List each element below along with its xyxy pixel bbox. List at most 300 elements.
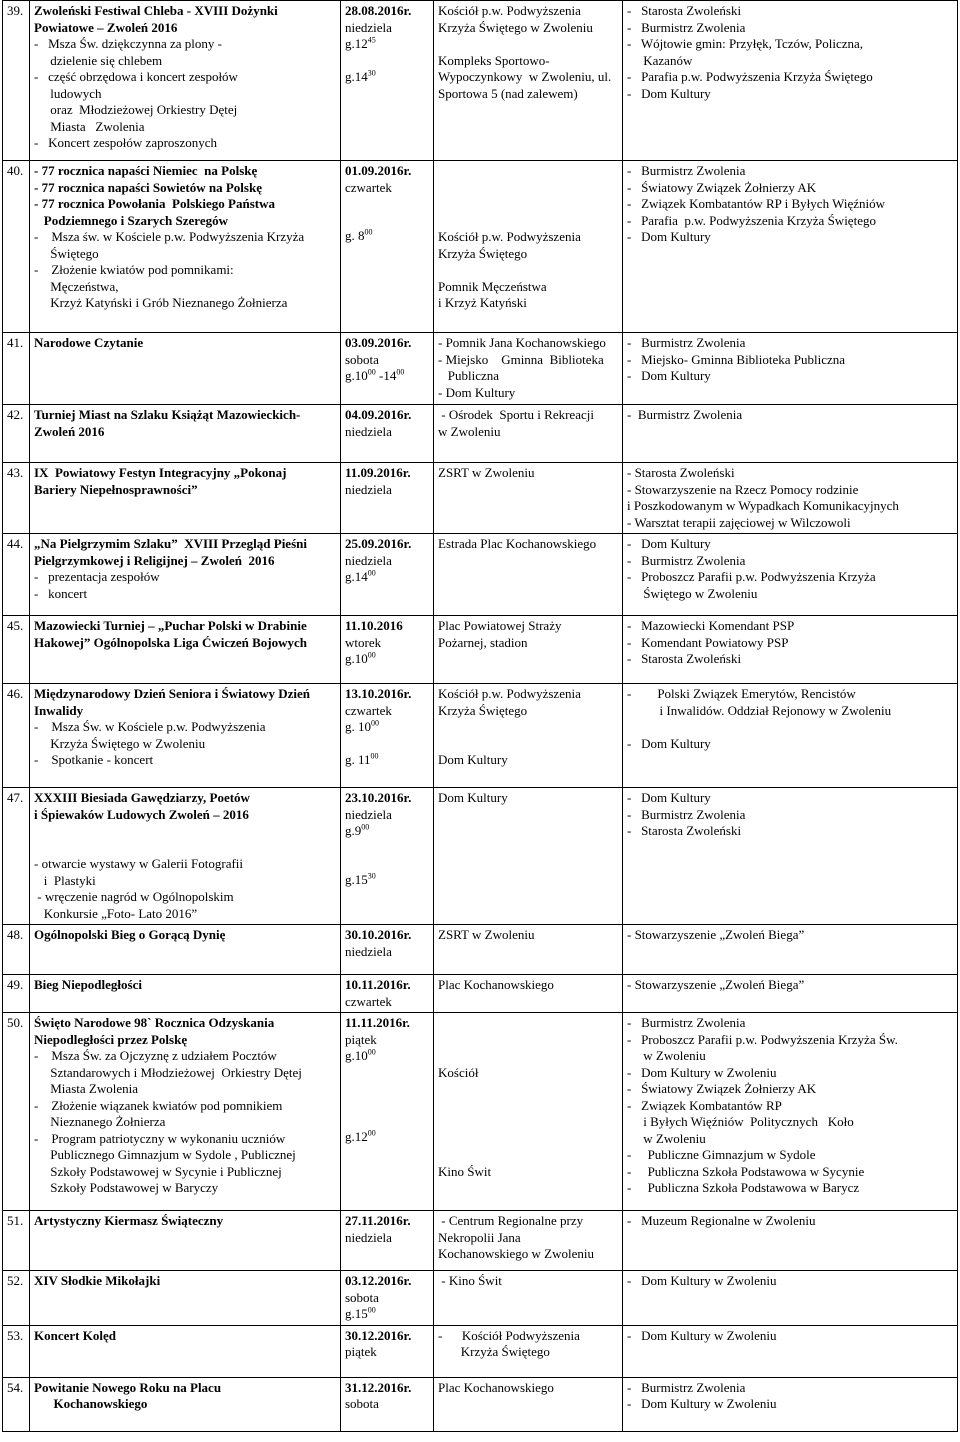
event-place: - Miejsko Gminna Biblioteka xyxy=(438,351,604,367)
event-organizer: - Związek Kombatantów RP xyxy=(627,1097,782,1113)
event-organizer: - Starosta Zwoleński xyxy=(627,651,742,666)
event-place: Sportowa 5 (nad zalewem) xyxy=(438,85,578,101)
table-row xyxy=(3,1325,958,1377)
event-organizer: - Dom Kultury w Zwoleniu xyxy=(627,1273,777,1288)
event-number-text: 51. xyxy=(7,1213,24,1228)
event-place: - Kościół Podwyższenia xyxy=(438,1327,580,1343)
event-title: Mazowiecki Turniej – „Puchar Polski w Drabinie xyxy=(34,618,307,633)
event-time-hour: g.9 xyxy=(345,823,362,838)
event-place-cell xyxy=(434,1,623,161)
event-date-cell xyxy=(341,1,434,161)
table-row xyxy=(3,1,958,161)
time-superscript: 00 xyxy=(370,751,379,761)
event-time-hour: g.14 xyxy=(345,68,368,84)
event-detail: - Msza św. w Kościele p.w. Podwyższenia Krzyża xyxy=(34,229,305,244)
event-place: - Pomnik Jana Kochanowskiego xyxy=(438,335,606,350)
event-place: Nekropolii Jana xyxy=(438,1229,521,1245)
event-place: Wypoczynkowy w Zwoleniu, ul. xyxy=(438,69,612,84)
event-detail: - Koncert zespołów zaproszonych xyxy=(34,135,218,150)
event-title: Artystyczny Kiermasz Świąteczny xyxy=(34,1213,224,1228)
event-title: Powitanie Nowego Roku na Placu xyxy=(34,1379,222,1395)
event-place: Estrada Plac Kochanowskiego xyxy=(438,536,597,551)
event-detail: Konkursie „Foto- Lato 2016” xyxy=(34,905,198,921)
event-number-text: 46. xyxy=(7,686,24,701)
event-detail: Krzyża Świętego w Zwoleniu xyxy=(34,735,206,751)
event-title: Bieg Niepodległości xyxy=(34,977,142,992)
event-organizers-cell xyxy=(623,1211,958,1271)
event-title: Hakowej” Ogólnopolska Liga Ćwiczeń Bojowych xyxy=(34,634,308,650)
event-number-text: 53. xyxy=(7,1327,24,1343)
table-row xyxy=(3,534,958,616)
event-title: Turniej Miast na Szlaku Książąt Mazowieckich- xyxy=(34,407,301,422)
event-title-cell xyxy=(30,1271,341,1326)
event-title-cell xyxy=(30,405,341,463)
event-place-cell xyxy=(434,161,623,333)
event-time-hour: g.10 xyxy=(345,651,368,666)
event-number xyxy=(3,463,30,534)
event-time xyxy=(345,228,429,245)
event-date-cell xyxy=(341,463,434,534)
event-weekday: czwartek xyxy=(345,702,392,718)
event-title: XXXIII Biesiada Gawędziarzy, Poetów xyxy=(34,790,250,805)
event-date: 25.09.2016r. xyxy=(345,536,412,551)
event-time-hour: g.12 xyxy=(345,36,368,51)
event-number xyxy=(3,1271,30,1326)
event-place: Kościół xyxy=(438,1064,479,1080)
event-place: Kościół p.w. Podwyższenia xyxy=(438,3,581,18)
event-detail: Sztandarowych i Młodzieżowej Orkiestry Dętej xyxy=(34,1064,302,1080)
event-place xyxy=(438,736,618,753)
event-place xyxy=(438,196,618,213)
event-date-cell xyxy=(341,333,434,405)
event-place xyxy=(438,1048,618,1065)
event-organizer: - Burmistrz Zwolenia xyxy=(627,19,746,35)
event-detail: Szkoły Podstawowej w Baryczy xyxy=(34,1180,219,1195)
event-number-text: 40. xyxy=(7,163,24,178)
event-place: Plac Powiatowej Straży xyxy=(438,618,562,633)
event-title-cell xyxy=(30,616,341,684)
event-organizer: w Zwoleniu xyxy=(627,1130,706,1146)
event-date: 30.12.2016r. xyxy=(345,1327,412,1343)
time-superscript: 30 xyxy=(367,871,376,881)
event-time xyxy=(345,569,429,586)
event-date: 23.10.2016r. xyxy=(345,790,412,805)
event-detail: - Msza Św. za Ojczyznę z udziałem Pocztów xyxy=(34,1048,277,1063)
event-number xyxy=(3,1377,30,1431)
event-title-cell xyxy=(30,1377,341,1431)
event-number-text: 43. xyxy=(7,465,24,480)
time-superscript: 00 xyxy=(361,822,370,832)
event-title: Święto Narodowe 98` Rocznica Odzyskania xyxy=(34,1015,275,1030)
event-place-cell xyxy=(434,925,623,975)
event-title-cell xyxy=(30,684,341,788)
event-time xyxy=(345,752,429,769)
event-place: - Dom Kultury xyxy=(438,384,516,400)
event-title: Zwoleński Festiwal Chleba - XVIII Dożynki xyxy=(34,3,278,18)
event-time-hour: g.10 xyxy=(345,368,368,383)
event-time xyxy=(345,368,429,385)
event-number xyxy=(3,925,30,975)
table-row xyxy=(3,616,958,684)
event-detail: i Plastyki xyxy=(34,872,96,888)
event-organizer: - Dom Kultury xyxy=(627,368,711,383)
event-place xyxy=(438,262,618,279)
event-organizer: w Zwoleniu xyxy=(627,1048,706,1063)
event-weekday: czwartek xyxy=(345,993,392,1009)
event-place xyxy=(438,1032,618,1049)
table-row xyxy=(3,925,958,975)
event-date-cell xyxy=(341,534,434,616)
event-date-cell xyxy=(341,1013,434,1211)
event-weekday: sobota xyxy=(345,1396,379,1411)
event-number-text: 52. xyxy=(7,1273,24,1288)
event-place-cell xyxy=(434,1013,623,1211)
table-row xyxy=(3,684,958,788)
event-title: Ogólnopolski Bieg o Gorącą Dynię xyxy=(34,927,226,942)
event-date-cell xyxy=(341,788,434,925)
event-organizer: - Proboszcz Parafii p.w. Podwyższenia Krzyża xyxy=(627,569,876,584)
event-date-cell xyxy=(341,616,434,684)
event-title-cell xyxy=(30,1325,341,1377)
event-organizer: i Inwalidów. Oddział Rejonowy w Zwoleniu xyxy=(627,702,892,718)
event-title-cell xyxy=(30,1013,341,1211)
event-date-cell xyxy=(341,1377,434,1431)
event-detail: Świętego xyxy=(34,245,99,261)
event-place-cell xyxy=(434,463,623,534)
event-detail: - Złożenie wiązanek kwiatów pod pomnikiem xyxy=(34,1097,283,1113)
event-place-cell xyxy=(434,534,623,616)
event-organizer: - Wójtowie gmin: Przyłęk, Tczów, Policzna, xyxy=(627,36,864,51)
event-date: 31.12.2016r. xyxy=(345,1379,412,1395)
event-organizers-cell xyxy=(623,1,958,161)
event-organizer: - Dom Kultury w Zwoleniu xyxy=(627,1396,777,1411)
event-number-text: 49. xyxy=(7,977,24,992)
event-organizers-cell xyxy=(623,333,958,405)
event-weekday: piątek xyxy=(345,1344,377,1359)
event-title: Międzynarodowy Dzień Seniora i Światowy Dzień xyxy=(34,686,310,701)
table-row xyxy=(3,333,958,405)
event-place: ZSRT w Zwoleniu xyxy=(438,927,535,942)
event-organizers-cell xyxy=(623,788,958,925)
event-organizers-cell xyxy=(623,975,958,1013)
event-title: Koncert Kolęd xyxy=(34,1327,116,1343)
event-organizer: - Warsztat terapii zajęciowej w Wilczowoli xyxy=(627,514,851,530)
event-weekday: wtorek xyxy=(345,634,382,650)
event-detail: ludowych xyxy=(34,85,102,101)
event-date: 11.11.2016r. xyxy=(345,1015,410,1030)
event-time xyxy=(345,1306,429,1323)
event-organizer: i Poszkodowanym w Wypadkach Komunikacyjnych xyxy=(627,498,899,513)
event-organizer: i Byłych Więźniów Politycznych Koło xyxy=(627,1114,854,1129)
event-place xyxy=(438,1114,618,1131)
event-place: Krzyża Świętego xyxy=(438,245,528,261)
event-place xyxy=(438,163,618,180)
event-number-text: 54. xyxy=(7,1379,24,1395)
event-weekday: niedziela xyxy=(345,806,392,822)
event-number xyxy=(3,333,30,405)
event-place: Pożarnej, stadion xyxy=(438,634,528,650)
event-weekday: sobota xyxy=(345,1289,379,1305)
event-date: 10.11.2016r. xyxy=(345,977,411,992)
event-place: Kino Świt xyxy=(438,1163,492,1179)
event-title-cell xyxy=(30,333,341,405)
event-place-cell xyxy=(434,1325,623,1377)
event-number xyxy=(3,1,30,161)
time-superscript: 00 xyxy=(367,1305,376,1315)
event-detail: oraz Młodzieżowej Orkiestry Dętej xyxy=(34,102,238,117)
event-organizer: - Burmistrz Zwolenia xyxy=(627,1379,746,1395)
event-organizer: - Muzeum Regionalne w Zwoleniu xyxy=(627,1213,816,1228)
event-organizer: - Polski Związek Emerytów, Rencistów xyxy=(627,686,856,701)
event-weekday: czwartek xyxy=(345,179,392,195)
table-row xyxy=(3,405,958,463)
event-place: - Kino Świt xyxy=(438,1273,502,1288)
event-title-cell xyxy=(30,1,341,161)
event-title-cell xyxy=(30,975,341,1013)
event-time-hour: g.15 xyxy=(345,871,368,887)
event-place xyxy=(438,213,618,230)
event-detail xyxy=(34,823,336,840)
event-organizer: - Stowarzyszenie „Zwoleń Biega” xyxy=(627,977,805,992)
table-row xyxy=(3,1271,958,1326)
event-place xyxy=(438,1015,618,1032)
event-organizer: - Starosta Zwoleński xyxy=(627,3,742,18)
time-superscript: 00 xyxy=(364,227,373,237)
event-organizer: - Stowarzyszenie na Rzecz Pomocy rodzinie xyxy=(627,481,859,497)
event-title: IX Powiatowy Festyn Integracyjny „Pokonaj xyxy=(34,465,287,480)
event-number xyxy=(3,684,30,788)
event-organizers-cell xyxy=(623,1013,958,1211)
event-place-cell xyxy=(434,405,623,463)
event-title-cell xyxy=(30,463,341,534)
table-row xyxy=(3,463,958,534)
event-detail: - Program patriotyczny w wykonaniu uczniów xyxy=(34,1130,286,1146)
event-organizer: - Dom Kultury xyxy=(627,735,711,751)
event-title: XIV Słodkie Mikołajki xyxy=(34,1273,161,1288)
event-time-hour: g.10 xyxy=(345,1048,368,1063)
event-number-text: 50. xyxy=(7,1015,24,1030)
event-title: Narodowe Czytanie xyxy=(34,335,144,350)
event-weekday: niedziela xyxy=(345,943,392,959)
event-date: 11.09.2016r. xyxy=(345,465,411,480)
event-detail: - koncert xyxy=(34,585,88,601)
event-number-text: 42. xyxy=(7,407,24,422)
event-time xyxy=(345,36,429,53)
event-organizer: - Starosta Zwoleński xyxy=(627,465,735,480)
time-superscript: 30 xyxy=(367,68,376,78)
event-organizer: - Stowarzyszenie „Zwoleń Biega” xyxy=(627,927,805,942)
event-place: w Zwoleniu xyxy=(438,423,501,439)
event-organizers-cell xyxy=(623,463,958,534)
event-place xyxy=(438,719,618,736)
event-number-text: 41. xyxy=(7,335,24,350)
event-organizer: - Dom Kultury w Zwoleniu xyxy=(627,1327,777,1343)
event-organizer: - Komendant Powiatowy PSP xyxy=(627,634,789,650)
event-date: 27.11.2016r. xyxy=(345,1213,411,1228)
event-organizer: - Dom Kultury xyxy=(627,85,711,101)
event-number-text: 39. xyxy=(7,3,24,18)
time-superscript: 00 xyxy=(396,367,405,377)
event-title-cell xyxy=(30,1211,341,1271)
event-organizers-cell xyxy=(623,616,958,684)
event-detail xyxy=(34,840,336,857)
event-place xyxy=(438,1098,618,1115)
event-number xyxy=(3,788,30,925)
event-title: - 77 rocznica Powołania Polskiego Państwa xyxy=(34,196,275,211)
table-row xyxy=(3,788,958,925)
event-title: Niepodległości przez Polskę xyxy=(34,1031,188,1047)
table-row xyxy=(3,1211,958,1271)
event-number-text: 47. xyxy=(7,790,24,805)
event-number xyxy=(3,1013,30,1211)
event-place: Krzyża Świętego xyxy=(438,1344,550,1359)
event-place-cell xyxy=(434,333,623,405)
event-number xyxy=(3,616,30,684)
event-organizer: - Parafia p.w. Podwyższenia Krzyża Świętego xyxy=(627,212,876,228)
event-place: - Centrum Regionalne przy xyxy=(438,1213,584,1228)
event-organizer: - Burmistrz Zwolenia xyxy=(627,806,746,822)
event-title: Pielgrzymkowej i Religijnej – Zwoleń 2016 xyxy=(34,552,275,568)
event-organizer: - Burmistrz Zwolenia xyxy=(627,1015,746,1030)
event-place-cell xyxy=(434,616,623,684)
event-number xyxy=(3,534,30,616)
event-place: Plac Kochanowskiego xyxy=(438,977,554,992)
event-organizer: - Dom Kultury xyxy=(627,790,711,805)
event-time-hour: g. 11 xyxy=(345,751,371,767)
event-title: - 77 rocznica napaści Niemiec na Polskę xyxy=(34,163,258,178)
event-organizer: - Burmistrz Zwolenia xyxy=(627,335,746,350)
event-time xyxy=(345,872,429,889)
event-detail: Publicznego Gimnazjum w Sydole , Publicznej xyxy=(34,1147,296,1162)
event-date: 13.10.2016r. xyxy=(345,686,412,701)
event-place: Kościół p.w. Podwyższenia xyxy=(438,229,581,244)
time-superscript: 00 xyxy=(367,568,376,578)
time-superscript: 00 xyxy=(371,718,379,728)
event-place: Kościół p.w. Podwyższenia xyxy=(438,686,581,701)
time-superscript: 00 xyxy=(367,650,376,660)
event-organizer: - Związek Kombatantów RP i Byłych Więźniów xyxy=(627,196,885,211)
event-place: Plac Kochanowskiego xyxy=(438,1379,554,1395)
event-place-cell xyxy=(434,1271,623,1326)
event-place xyxy=(438,1131,618,1148)
event-title: Podziemnego i Szarych Szeregów xyxy=(34,212,228,228)
event-place: Publiczna xyxy=(438,368,500,383)
event-date-cell xyxy=(341,684,434,788)
event-weekday: sobota xyxy=(345,351,379,367)
event-title: Inwalidy xyxy=(34,702,84,718)
event-place xyxy=(438,1147,618,1164)
time-superscript: 45 xyxy=(367,35,376,45)
event-time xyxy=(345,823,429,840)
event-time-hour: g. 10 xyxy=(345,719,371,734)
event-time-hour: g.15 xyxy=(345,1306,368,1321)
event-time-hour: g.14 xyxy=(345,569,368,584)
event-place: i Krzyż Katyński xyxy=(438,295,527,310)
event-organizer: - Proboszcz Parafii p.w. Podwyższenia Krzyża Św. xyxy=(627,1031,898,1047)
event-detail: - Złożenie kwiatów pod pomnikami: xyxy=(34,262,234,277)
event-organizer: - Starosta Zwoleński xyxy=(627,823,742,838)
event-time xyxy=(345,1129,429,1146)
table-row xyxy=(3,975,958,1013)
event-organizer: - Światowy Związek Żołnierzy AK xyxy=(627,179,817,195)
event-organizers-cell xyxy=(623,1271,958,1326)
event-place-cell xyxy=(434,1211,623,1271)
table-row xyxy=(3,1013,958,1211)
event-organizer: Kazanów xyxy=(627,52,693,68)
event-time xyxy=(345,69,429,86)
event-place: Krzyża Świętego xyxy=(438,702,528,718)
event-organizer xyxy=(627,719,953,736)
event-organizer: - Publiczne Gimnazjum w Sydole xyxy=(627,1147,816,1162)
time-superscript: 00 xyxy=(367,1128,376,1138)
event-organizers-cell xyxy=(623,1325,958,1377)
event-date: 03.09.2016r. xyxy=(345,335,412,350)
event-number-text: 48. xyxy=(7,927,24,942)
event-place: Dom Kultury xyxy=(438,752,508,767)
event-organizer: - Dom Kultury xyxy=(627,536,711,551)
event-weekday: niedziela xyxy=(345,423,392,439)
event-title: „Na Pielgrzymim Szlaku” XVIII Przegląd Pieśni xyxy=(34,536,307,551)
event-date: 28.08.2016r. xyxy=(345,3,412,18)
event-date: 30.10.2016r. xyxy=(345,927,412,942)
event-detail: - prezentacja zespołów xyxy=(34,569,160,584)
time-superscript: 00 xyxy=(367,1047,376,1057)
event-title-cell xyxy=(30,534,341,616)
event-date-cell xyxy=(341,405,434,463)
event-weekday: niedziela xyxy=(345,19,392,35)
event-time-hour: -14 xyxy=(375,368,397,383)
event-number xyxy=(3,161,30,333)
event-date: 04.09.2016r. xyxy=(345,407,412,422)
event-organizers-cell xyxy=(623,925,958,975)
event-title: Kochanowskiego xyxy=(34,1396,148,1411)
event-organizer: - Mazowiecki Komendant PSP xyxy=(627,618,795,633)
event-place-cell xyxy=(434,788,623,925)
event-date: 03.12.2016r. xyxy=(345,1273,412,1288)
time-superscript: 00 xyxy=(367,367,376,377)
event-date-cell xyxy=(341,1211,434,1271)
event-detail: - otwarcie wystawy w Galerii Fotografii xyxy=(34,856,244,871)
event-title: Bariery Niepełnosprawności” xyxy=(34,481,198,497)
event-organizer: - Miejsko- Gminna Biblioteka Publiczna xyxy=(627,351,846,367)
event-place xyxy=(438,36,618,53)
event-place xyxy=(438,180,618,197)
event-place xyxy=(438,1081,618,1098)
event-organizer: - Dom Kultury w Zwoleniu xyxy=(627,1064,777,1080)
event-date-cell xyxy=(341,1325,434,1377)
events-table xyxy=(2,0,958,1432)
event-detail: Miasta Zwolenia xyxy=(34,118,145,134)
event-organizer: - Burmistrz Zwolenia xyxy=(627,163,746,178)
event-organizers-cell xyxy=(623,684,958,788)
event-organizer: - Publiczna Szkoła Podstawowa w Sycynie xyxy=(627,1163,865,1179)
event-detail: Miasta Zwolenia xyxy=(34,1081,138,1096)
event-date-cell xyxy=(341,1271,434,1326)
event-organizer: - Światowy Związek Żołnierzy AK xyxy=(627,1081,817,1096)
event-detail: Krzyż Katyński i Grób Nieznanego Żołnierza xyxy=(34,295,288,310)
event-title: i Śpiewaków Ludowych Zwoleń – 2016 xyxy=(34,806,249,822)
event-place: Pomnik Męczeństwa xyxy=(438,278,547,294)
event-organizers-cell xyxy=(623,1377,958,1431)
event-detail: dzielenie się chlebem xyxy=(34,52,163,68)
event-organizer: - Burmistrz Zwolenia xyxy=(627,552,746,568)
event-time xyxy=(345,1048,429,1065)
event-date-cell xyxy=(341,161,434,333)
event-organizer: Świętego w Zwoleniu xyxy=(627,585,758,601)
event-date-cell xyxy=(341,925,434,975)
event-organizers-cell xyxy=(623,534,958,616)
event-time-hour: g. 8 xyxy=(345,228,365,243)
